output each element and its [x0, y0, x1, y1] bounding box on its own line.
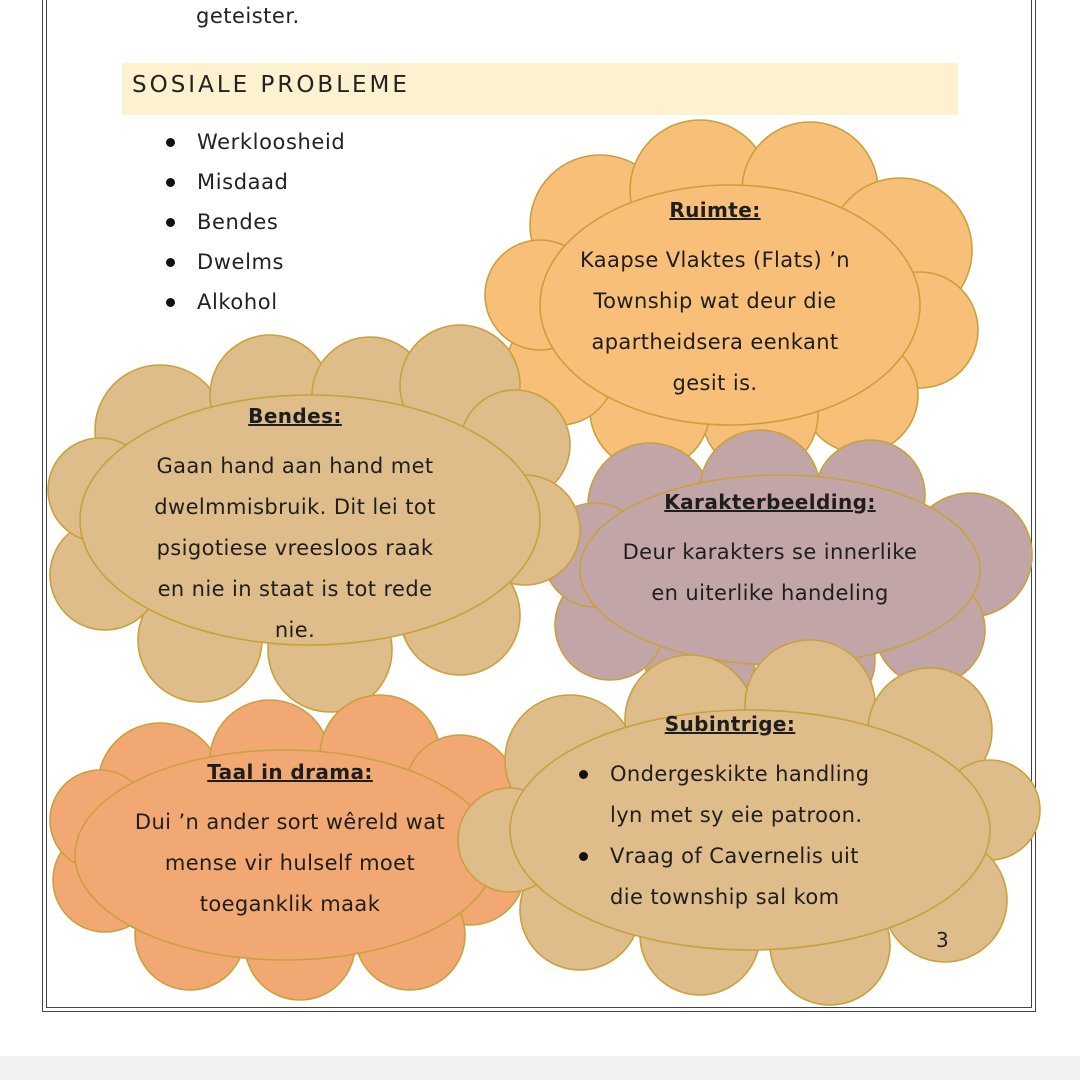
list-item-text: Alkohol	[197, 290, 278, 314]
cloud-karakterbeelding-body: Deur karakters se innerlike en uiterlike handeling	[622, 540, 918, 605]
list-item	[575, 836, 885, 918]
cloud-bendes-title: Bendes:	[248, 404, 342, 428]
list-item-text: Bendes	[197, 210, 279, 234]
cloud-bendes	[140, 404, 450, 651]
cloud-taal-title: Taal in drama:	[207, 760, 373, 784]
cloud-ruimte	[570, 198, 860, 404]
bullet-icon	[579, 852, 588, 861]
list-item-text: Werkloosheid	[197, 130, 346, 154]
cloud-bendes-body: Gaan hand aan hand met dwelmmisbruik. Dit lei tot psigotiese vreesloos raak en nie in staat is tot rede nie.	[154, 454, 436, 642]
cloud-subintrige	[575, 712, 885, 918]
cloud-ruimte-body: Kaapse Vlaktes (Flats) ’n Township wat deur die apartheidsera eenkant gesit is.	[579, 248, 850, 395]
list-item-text: Vraag of Cavernelis uit die township sal kom	[610, 844, 859, 909]
subintrige-list	[575, 754, 885, 918]
section-heading: SOSIALE PROBLEME	[132, 72, 410, 98]
list-item-text: Dwelms	[197, 250, 285, 274]
cloud-subintrige-title: Subintrige:	[664, 712, 796, 736]
list-item-text: Misdaad	[197, 170, 289, 194]
cloud-karakterbeelding-title: Karakterbeelding:	[664, 490, 876, 514]
page-number: 3	[936, 928, 949, 952]
previous-paragraph-tail: geteister.	[196, 4, 300, 28]
bullet-icon	[579, 770, 588, 779]
cloud-karakterbeelding	[615, 490, 925, 614]
cloud-taal	[130, 760, 450, 925]
cloud-taal-body: Dui ’n ander sort wêreld wat mense vir hulself moet toeganklik maak	[134, 810, 446, 916]
list-item	[575, 754, 885, 836]
cloud-ruimte-title: Ruimte:	[669, 198, 761, 222]
list-item-text: Ondergeskikte handling lyn met sy eie patroon.	[610, 762, 870, 827]
